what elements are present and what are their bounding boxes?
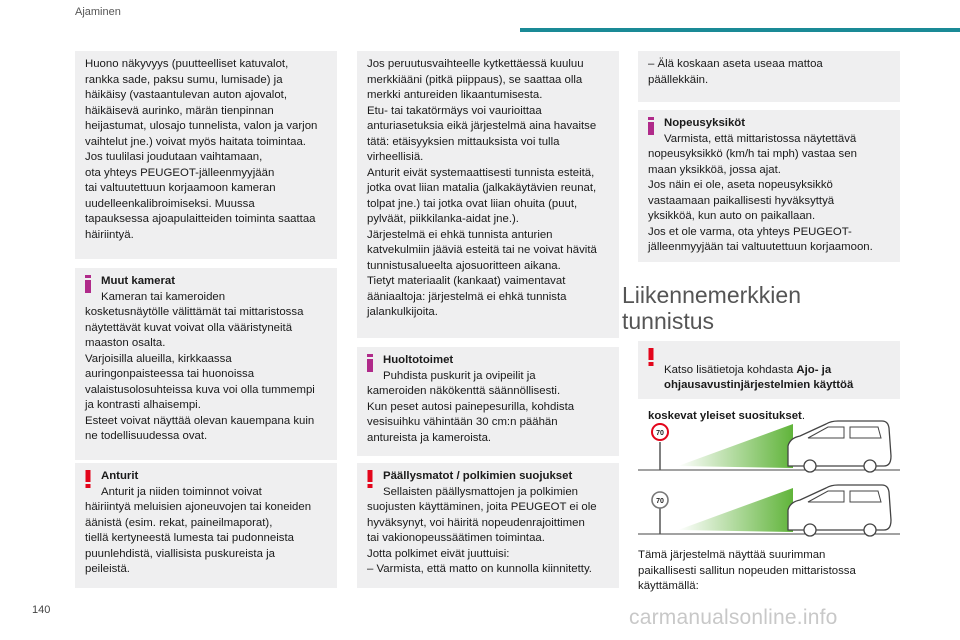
warning-icon xyxy=(367,470,373,488)
illustration-sign-approach-2 xyxy=(638,478,900,540)
note-text: nopeusyksikkö (km/h tai mph) vastaa sen maan yksikköä, jossa ajat. Jos näin ei ole, aseta nopeusyksikkö vastaamaan paikallisesti hyväksyttyä yksikköä, kun auto on paikallaan. Jos et ole varma, ota yhteys PEUGEOT- jälleenmyyjään tai valtuutettuun korjaamoon. xyxy=(648,148,873,253)
note-title: Päällysmatot / polkimien suojukset xyxy=(383,470,573,482)
info-icon xyxy=(85,275,91,293)
note-first-line: Varmista, että mittaristossa näytettävä xyxy=(664,132,857,145)
note-text: kosketusnäytölle välittämät tai mittaristossa näytettävät kuvat voivat olla vääristyneitä maaston osalta. Varjoisilla alueilla, kirkkaassa auringonpaisteessa tai huonoissa valaistusolosuhteissa kuva voi olla tummempi ja kontrasti alhaisempi. Esteet voivat näyttää olevan kauempana kuin ne todellisuudessa ovat. xyxy=(85,306,315,442)
info-icon xyxy=(367,354,373,372)
see-line-1 xyxy=(648,347,890,378)
note-title: Huoltotoimet xyxy=(383,354,454,366)
anturit-info-box xyxy=(357,51,619,338)
warning-icon xyxy=(85,470,91,488)
watermark: carmanualsonline.info xyxy=(629,606,838,629)
note-text: kameroiden näkökenttä säännöllisesti. Kun peset autosi painepesurilla, kohdista vesisuihku vähintään 30 cm:n päähän antureista ja kameroista. xyxy=(367,385,575,444)
camera-field-of-view xyxy=(678,488,793,532)
note-title: Muut kamerat xyxy=(101,275,176,287)
camera-field-of-view xyxy=(678,424,793,468)
note-first-line: Kameran tai kameroiden xyxy=(101,290,226,303)
note-first-line: Sellaisten päällysmattojen ja polkimien xyxy=(383,485,579,498)
car-icon xyxy=(788,485,891,536)
note-first-line: Puhdista puskurit ja ovipeilit ja xyxy=(383,369,536,382)
see-link-part3: koskevat yleiset suositukset xyxy=(648,410,802,422)
see-link-part1: Ajo- ja xyxy=(796,363,832,376)
continued-text: – Älä koskaan aseta useaa mattoa päällekkäin. xyxy=(648,58,823,86)
note-title: Nopeusyksiköt xyxy=(664,117,746,129)
section-title: Ajaminen xyxy=(75,6,121,18)
header-accent-bar xyxy=(520,28,960,32)
warning-icon xyxy=(648,348,654,366)
paallysmatot-box xyxy=(357,463,619,588)
info-icon xyxy=(648,117,654,135)
muut-kamerat-box xyxy=(75,268,337,460)
see-lead: Katso lisätietoja kohdasta xyxy=(664,363,797,376)
intro-box xyxy=(75,51,337,259)
speed-sign-value: 70 xyxy=(656,430,664,437)
note-text: häiriintyä meluisien ajoneuvojen tai koneiden äänistä (esim. rekat, paineilmaporat), tiellä kertyneestä lumesta tai pudonneista puunlehdistä, viallisista puskureista ja peileistä. xyxy=(85,501,312,575)
description-text: Tämä järjestelmä näyttää suurimman paikallisesti sallitun nopeuden mittaristossa käyttämällä: xyxy=(638,549,856,592)
car-icon xyxy=(788,421,891,472)
nopeusyksikot-box xyxy=(638,110,900,262)
illustration-sign-approach-1 xyxy=(638,416,900,476)
section-heading: Liikennemerkkien tunnistus xyxy=(622,282,801,334)
see-line-2: ohjausavustinjärjestelmien käyttöä xyxy=(664,379,854,391)
speed-sign-value: 70 xyxy=(656,498,664,505)
sensor-text: Jos peruutusvaihteelle kytkettäessä kuuluu merkkiääni (pitkä piippaus), se saattaa olla merkki antureiden likaantumisesta. Etu- tai takatörmäys voi vaurioittaa anturiasetuksia eikä järjestelmä aina havaitse tätä: etäisyyksien mittauksista voi tulla virheellisiä. Anturit eivät systemaattisesti tunnista esteitä, jotka ovat liian matalia (jalkakäytävien reunat, tolpat jne.) tai jotka ovat liian ohuita (puut, pylväät, piikkilanka-aidat jne.). Järjestelmä ei ehkä tunnista anturien katvekulmiin jääviä esteitä tai ne voivat hävitä tunnistusalueelta ajosuoritteen aikana. Tietyt materiaalit (kankaat) vaimentavat ääniaaltoja: järjestelmä ei ehkä tunnista jalankulkijoita. xyxy=(367,58,597,318)
matot-continued-box xyxy=(638,51,900,102)
page-number: 140 xyxy=(32,604,51,616)
intro-text: Huono näkyvyys (puutteelliset katuvalot, rankka sade, paksu sumu, lumisade) ja häikäisy (vastaantulevan auton ajovalot, häikäisevä aurinko, märän tienpinnan heijastumat, ulosajo tunnelista, valon ja varjon vaihtelut jne.) voivat myös haitata toimintaa. Jos tuulilasi joudutaan vaihtamaan, ota yhteys PEUGEOT-jälleenmyyjään tai valtuutettuun korjaamoon kameran uudelleenkalibroimiseksi. Muussa tapauksessa ajoapulaitteiden toiminta saattaa häiriintyä. xyxy=(85,58,318,241)
katso-box xyxy=(638,341,900,422)
note-title: Anturit xyxy=(101,470,139,482)
note-first-line: Anturit ja niiden toiminnot voivat xyxy=(101,485,262,498)
note-text: suojusten käyttäminen, joita PEUGEOT ei ole hyväksynyt, voi häiritä nopeudenrajoittimen tai vakionopeussäätimen toimintaa. Jotta polkimet eivät juuttuisi: – Varmista, että matto on kunnolla kiinnitetty. xyxy=(367,501,597,575)
huoltotoimet-box xyxy=(357,347,619,456)
see-end: . xyxy=(801,410,806,422)
anturit-box xyxy=(75,463,337,588)
